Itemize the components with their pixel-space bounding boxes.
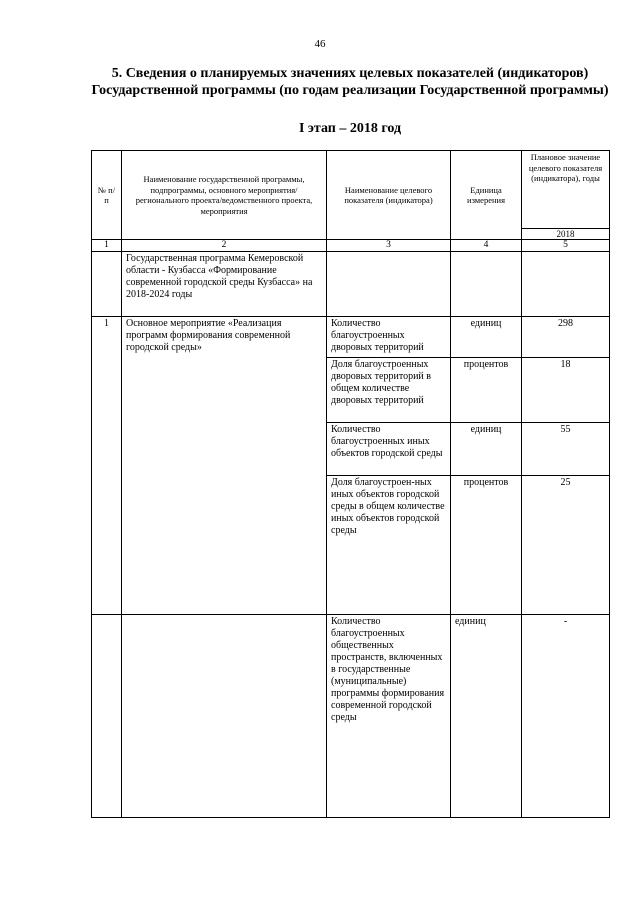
table-row [92,615,610,818]
indicator-name: Доля благоустроен-ных иных объектов городской среды в общем количестве иных объектов городской среды [327,476,451,615]
indicator-unit: единиц [451,615,522,818]
indicator-name: Доля благоустроенных дворовых территорий в общем количестве дворовых территорий [327,358,451,423]
program-row [92,252,610,317]
header-unit: Единица измерения [451,151,522,240]
indicator-name: Количество благоустроенных дворовых территорий [327,317,451,358]
table-row [92,317,610,358]
header-indicator: Наименование целевого показателя (индикатора) [327,151,451,240]
page-title: 5. Сведения о планируемых значениях целевых показателей (индикаторов) Государственной программы (по годам реализации Государственной программы) [91,66,609,98]
indicator-name: Количество благоустроенных иных объектов городской среды [327,423,451,476]
measure-name: Основное мероприятие «Реализация программ формирования современной городской среды» [122,317,327,615]
column-number: 4 [451,240,522,252]
column-number: 1 [92,240,122,252]
indicator-unit: процентов [451,476,522,615]
header-num: № п/п [92,151,122,240]
page-subtitle: I этап – 2018 год [298,121,402,136]
indicator-value: 18 [522,358,610,423]
indicator-unit: процентов [451,358,522,423]
header-planned: Плановое значение целевого показателя (индикатора), годы [522,151,610,229]
measure-number: 1 [92,317,122,615]
indicators-table [91,150,610,818]
indicator-name: Количество благоустроенных общественных пространств, включенных в государственные (муниципальные) программы формирования современной городской среды [327,615,451,818]
indicator-unit: единиц [451,317,522,358]
header-name: Наименование государственной программы, подпрограммы, основного мероприятия/регионального проекта/ведомственного проекта, мероприятия [122,151,327,240]
program-name: Государственная программа Кемеровской области - Кузбасса «Формирование современной городской среды Кузбасса» на 2018-2024 годы [122,252,327,317]
indicator-value: - [522,615,610,818]
header-year: 2018 [522,228,610,239]
column-number: 2 [122,240,327,252]
column-number: 5 [522,240,610,252]
page-number: 46 [314,38,326,50]
indicator-value: 25 [522,476,610,615]
column-numbers-row [92,240,610,252]
indicator-value: 298 [522,317,610,358]
indicator-value: 55 [522,423,610,476]
indicator-unit: единиц [451,423,522,476]
column-number: 3 [327,240,451,252]
